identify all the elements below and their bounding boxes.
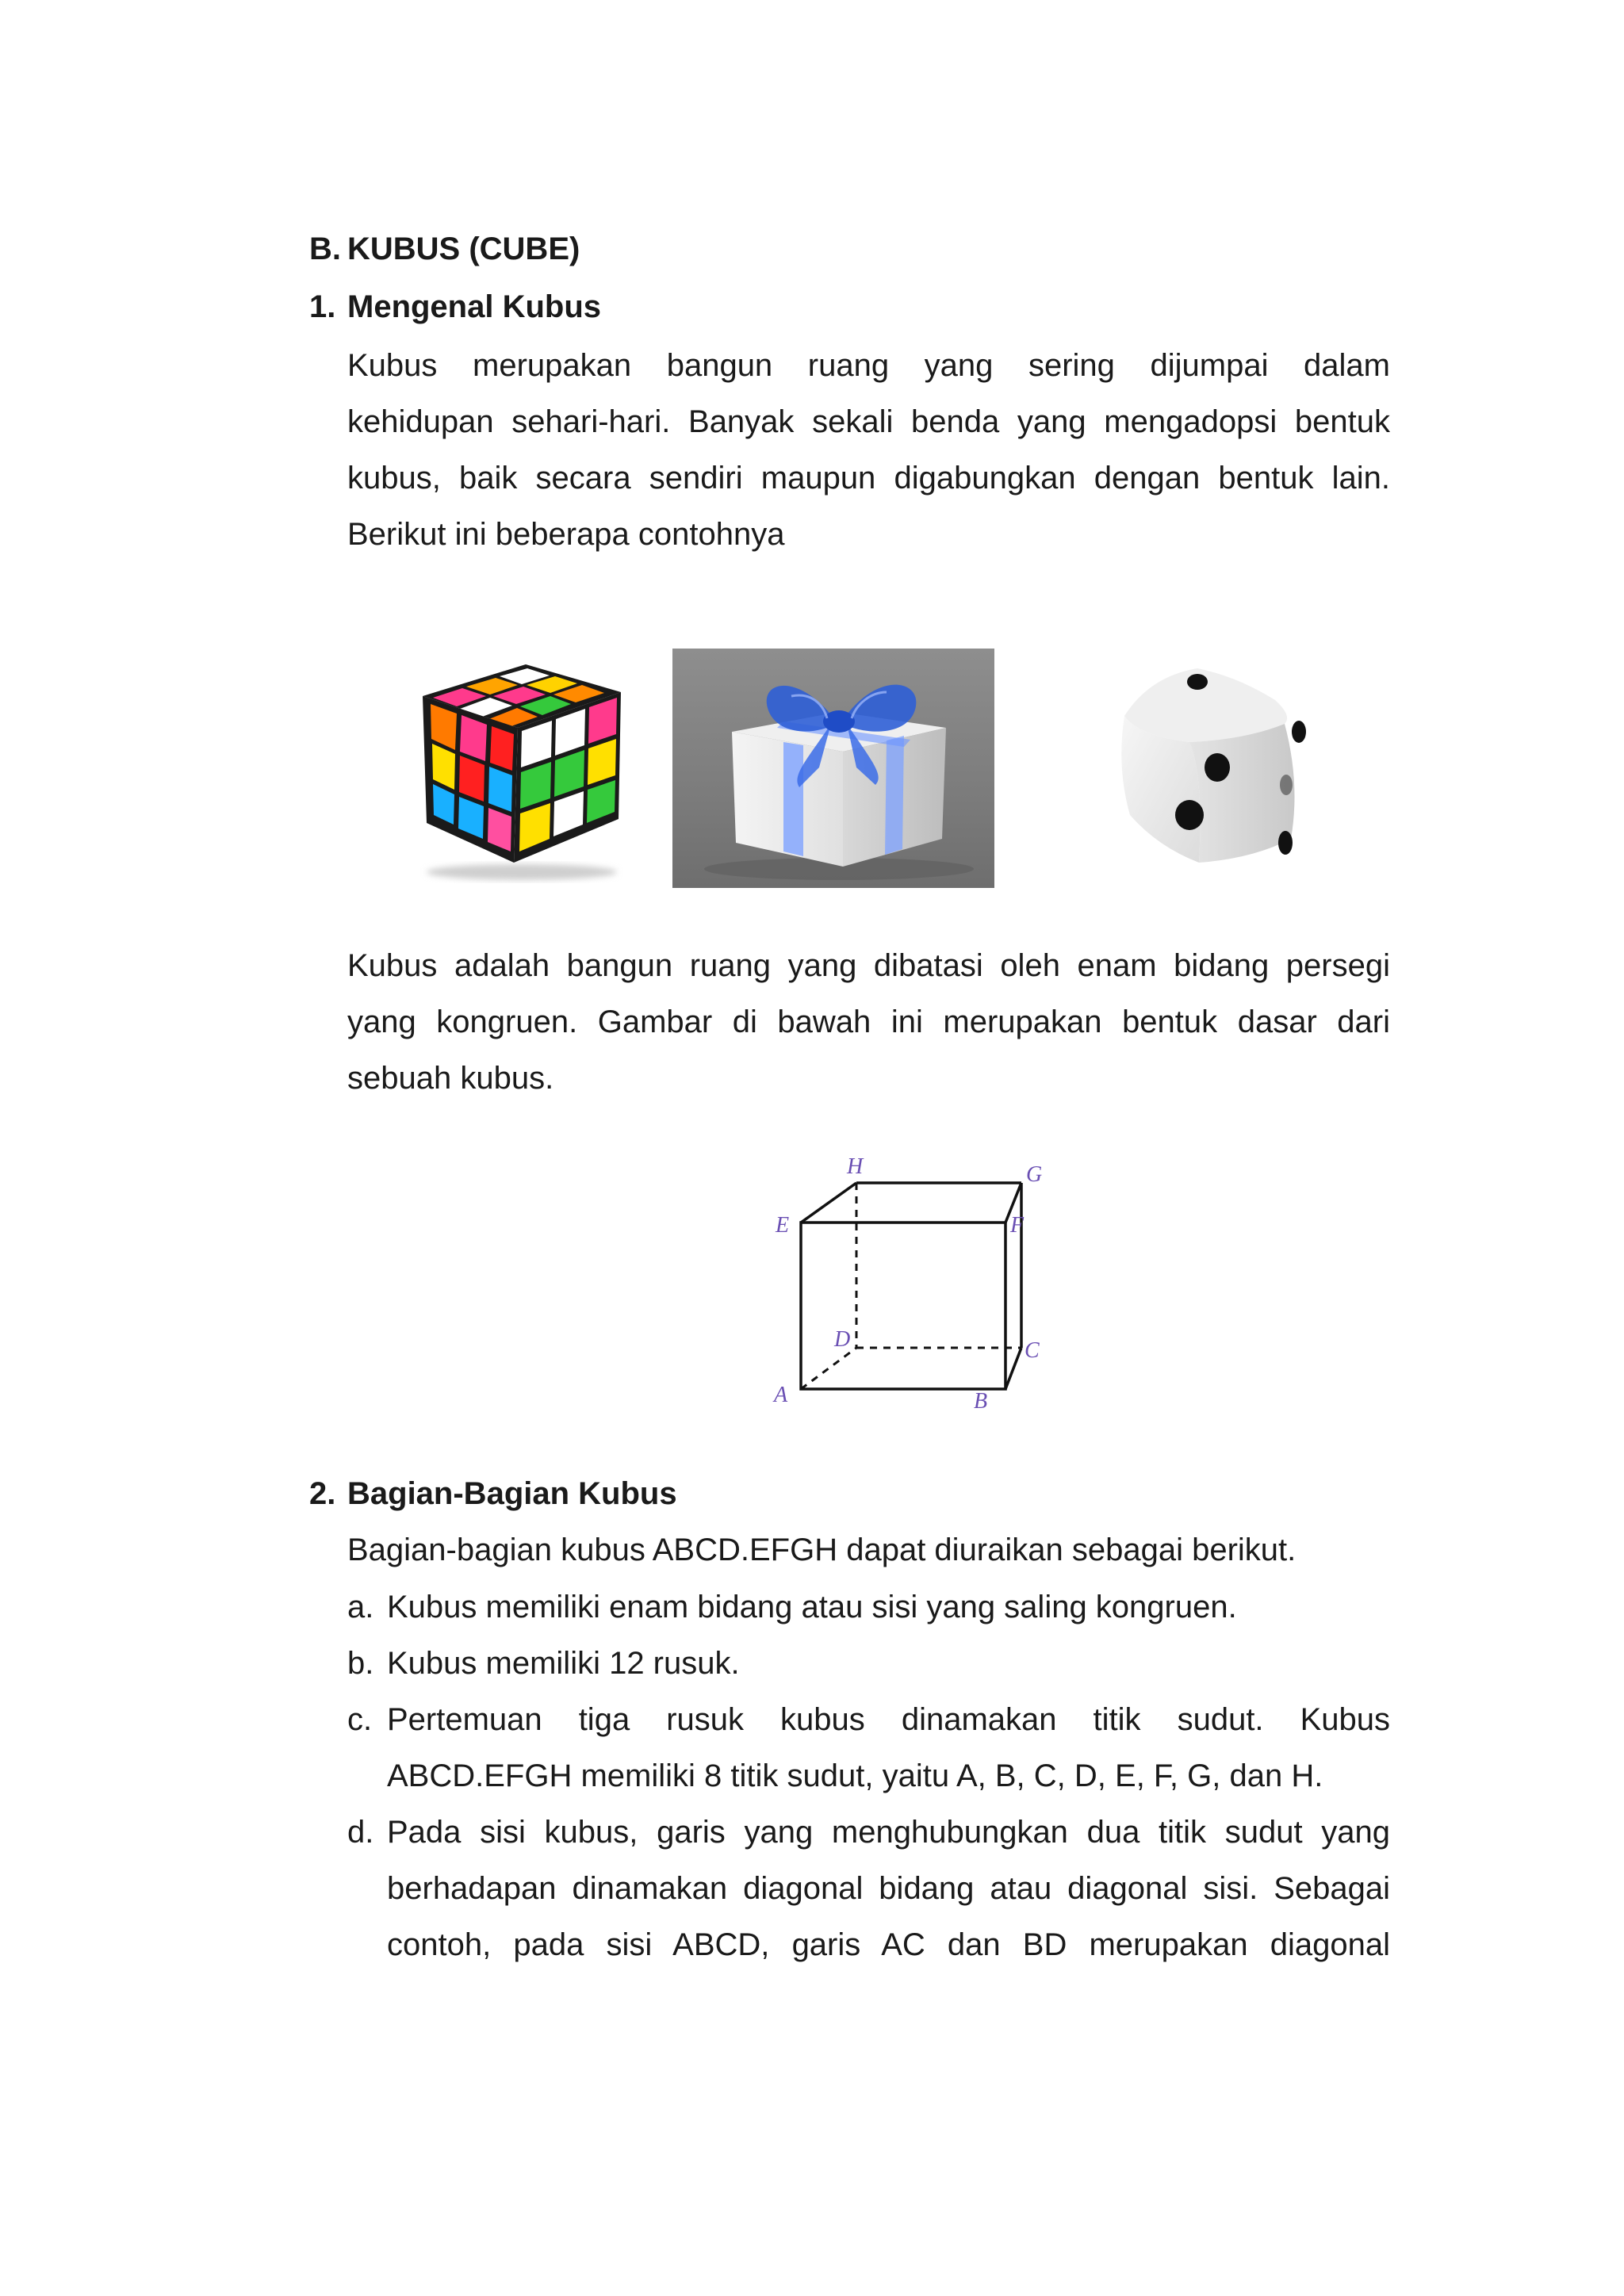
subsection-2-title: Bagian-Bagian Kubus <box>347 1476 677 1511</box>
vertex-label-c: C <box>1025 1338 1040 1363</box>
vertex-label-f: F <box>1010 1213 1025 1238</box>
list-item-letter: d. <box>347 1815 374 1850</box>
gift-box-image <box>672 649 994 888</box>
paragraph-1-line: Berikut ini beberapa contohnya <box>347 517 785 552</box>
subsection-1-title: Mengenal Kubus <box>347 289 602 324</box>
list-item-line: Pada sisi kubus, garis yang menghubungkan dua titik sudut yang <box>387 1815 1390 1850</box>
paragraph-1-line: kubus, baik secara sendiri maupun digabungkan dengan bentuk lain. <box>347 461 1390 496</box>
list-item-line: contoh, pada sisi ABCD, garis AC dan BD merupakan diagonal <box>387 1927 1390 1962</box>
cube-abcdefgh-diagram <box>761 1150 1063 1419</box>
paragraph-1-line: Kubus merupakan bangun ruang yang sering dijumpai dalam <box>347 348 1390 383</box>
vertex-label-h: H <box>847 1154 864 1179</box>
vertex-label-d: D <box>834 1327 851 1352</box>
paragraph-1-line: kehidupan sehari-hari. Banyak sekali benda yang mengadopsi bentuk <box>347 404 1390 439</box>
vertex-label-g: G <box>1026 1162 1043 1187</box>
subsection-2-intro: Bagian-bagian kubus ABCD.EFGH dapat diuraikan sebagai berikut. <box>347 1533 1297 1567</box>
section-title: KUBUS (CUBE) <box>347 232 580 266</box>
vertex-label-a: A <box>774 1383 788 1407</box>
dice-image <box>1102 649 1324 888</box>
paragraph-2-line: yang kongruen. Gambar di bawah ini merupakan bentuk dasar dari <box>347 1004 1390 1039</box>
list-item-letter: c. <box>347 1702 373 1737</box>
rubiks-cube-image <box>403 649 649 886</box>
section-letter: B. <box>309 232 341 266</box>
paragraph-2-line: sebuah kubus. <box>347 1061 554 1096</box>
list-item-letter: b. <box>347 1646 374 1681</box>
list-item-line: Kubus memiliki enam bidang atau sisi yang saling kongruen. <box>387 1590 1237 1624</box>
paragraph-2-line: Kubus adalah bangun ruang yang dibatasi oleh enam bidang persegi <box>347 948 1390 983</box>
subsection-1-number: 1. <box>309 289 336 324</box>
list-item-line: ABCD.EFGH memiliki 8 titik sudut, yaitu A, B, C, D, E, F, G, dan H. <box>387 1758 1323 1793</box>
list-item-line: Kubus memiliki 12 rusuk. <box>387 1646 740 1681</box>
list-item-letter: a. <box>347 1590 374 1624</box>
vertex-label-e: E <box>776 1213 790 1238</box>
list-item-line: berhadapan dinamakan diagonal bidang atau diagonal sisi. Sebagai <box>387 1871 1390 1906</box>
vertex-label-b: B <box>974 1389 988 1414</box>
list-item-line: Pertemuan tiga rusuk kubus dinamakan titik sudut. Kubus <box>387 1702 1390 1737</box>
subsection-2-number: 2. <box>309 1476 336 1511</box>
